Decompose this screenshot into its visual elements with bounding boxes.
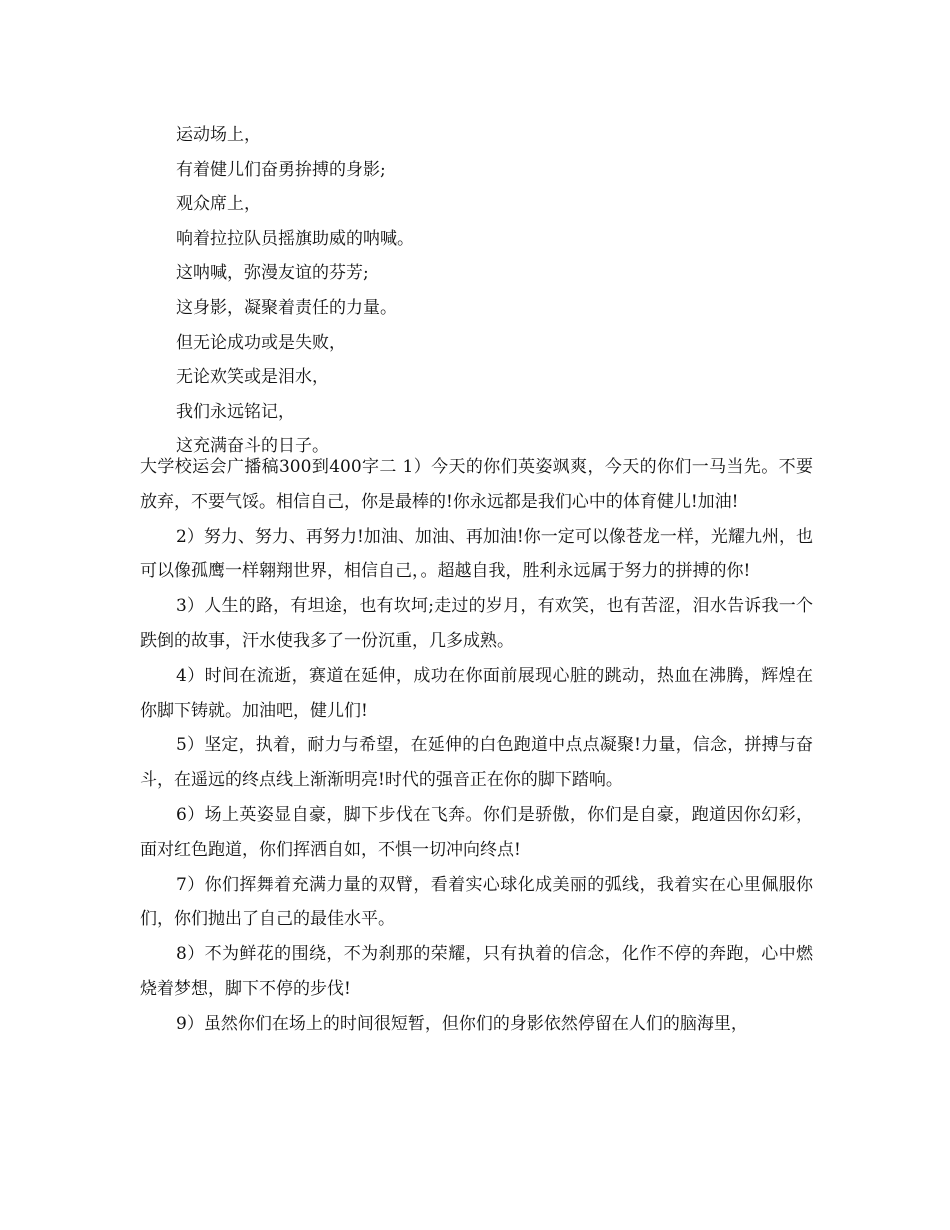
body-text [140,450,813,1042]
section-heading: 大学校运会广播稿300到400字二 [140,457,397,477]
list-item-8: 8）不为鲜花的围绕，不为刹那的荣耀，只有执着的信念，化作不停的奔跑，心中燃烧着梦想，脚下不停的步伐! [140,944,813,999]
list-item-2: 2）努力、努力、再努力!加油、加油、再加油!你一定可以像苍龙一样，光耀九州，也可以像孤鹰一样翱翔世界，相信自己，。超越自我，胜利永远属于努力的拼搏的你! [140,526,813,582]
poem-block [176,118,816,464]
poem-line: 有着健儿们奋勇拚搏的身影; [176,159,386,180]
poem-line: 这呐喊，弥漫友谊的芬芳; [176,263,369,284]
poem-line: 运动场上， [176,125,261,145]
list-item-1: 1）今天的你们英姿飒爽，今天的你们一马当先。不要放弃，不要气馁。相信自己，你是最棒的!你永远都是我们心中的体育健儿!加油! [140,457,813,512]
list-item-6: 6）场上英姿显自豪，脚下步伐在飞奔。你们是骄傲，你们是自豪，跑道因你幻彩，面对红色跑道，你们挥洒自如，不惧一切冲向终点! [140,804,813,860]
poem-line: 无论欢笑或是泪水， [176,367,329,388]
list-item-4: 4）时间在流逝，赛道在延伸，成功在你面前展现心脏的跳动，热血在沸腾，辉煌在你脚下铸就。加油吧，健儿们! [140,665,813,721]
poem-line: 我们永远铭记， [176,401,295,422]
poem-line: 这身影，凝聚着责任的力量。 [176,297,397,318]
list-item-9: 9）虽然你们在场上的时间很短暂，但你们的身影依然停留在人们的脑海里， [176,1013,748,1034]
list-item-3: 3）人生的路，有坦途，也有坎坷;走过的岁月，有欢笑，也有苦涩，泪水告诉我一个跌倒的故事，汗水使我多了一份沉重，几多成熟。 [140,596,813,651]
poem-line: 响着拉拉队员摇旗助威的呐喊。 [176,228,414,249]
poem-line: 但无论成功或是失败， [176,332,346,353]
poem-line: 这充满奋斗的日子。 [176,436,329,457]
list-item-5: 5）坚定，执着，耐力与希望，在延伸的白色跑道中点点凝聚!力量，信念，拼搏与奋斗，在遥远的终点线上渐渐明亮!时代的强音正在你的脚下踏响。 [140,735,813,791]
poem-line: 观众席上， [176,194,261,215]
section-paragraph [140,450,813,520]
list-item-7: 7）你们挥舞着充满力量的双臂，看着实心球化成美丽的弧线，我着实在心里佩服你们，你们抛出了自己的最佳水平。 [140,874,813,930]
